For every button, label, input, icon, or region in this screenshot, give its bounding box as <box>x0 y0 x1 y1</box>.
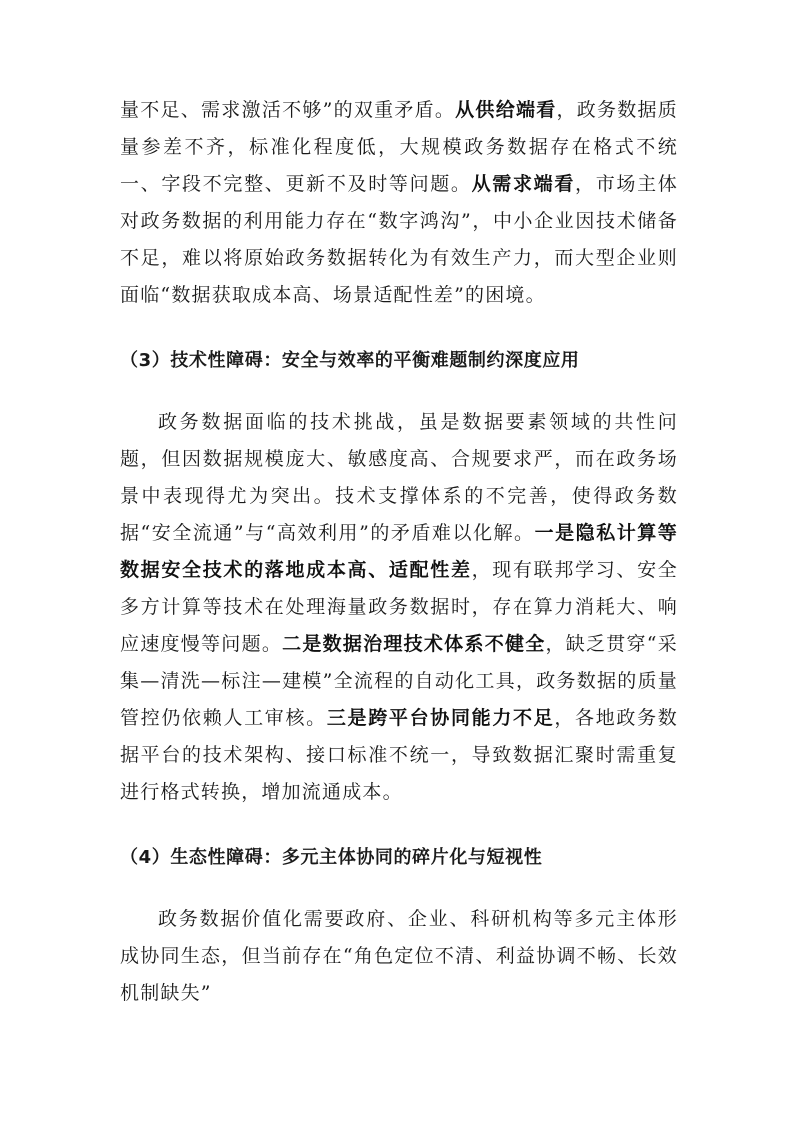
emphasis-text: 三是跨平台协同能力不足 <box>326 707 555 729</box>
heading-technical-barriers: （3）技术性障碍：安全与效率的平衡难题制约深度应用 <box>120 350 580 371</box>
body-text: ，市场主体对政务数据的利用能力存在“数字鸿沟”，中小企业因技术储备不足，难以将原始政务数据转化为有效生产力，而大型企业则面临“数据获取成本高、场景适配性差”的困境。 <box>120 173 678 306</box>
body-text: ，各地政务数据平台的技术架构、接口标准不统一，导致数据汇聚时需重复进行格式转换，增加流通成本。 <box>120 707 678 803</box>
emphasis-text: 二是数据治理技术体系不健全 <box>282 633 546 655</box>
heading-ecological-barriers: （4）生态性障碍：多元主体协同的碎片化与短视性 <box>120 847 543 868</box>
emphasis-text: 一是隐私计算等数据安全技术的落地成本高、适配性差 <box>120 522 678 581</box>
body-text: 政务数据价值化需要政府、企业、科研机构等多元主体形成协同生态，但当前存在“角色定位不清、利益协调不畅、长效机制缺失” <box>120 908 678 1004</box>
body-text: 政务数据面临的技术挑战，虽是数据要素领域的共性问题，但因数据规模庞大、敏感度高、合规要求严，而在政务场景中表现得尤为突出。技术支撑体系的不完善，使得政务数据“安全流通”与“高效利用”的矛盾难以化解。 <box>120 411 678 544</box>
document-body <box>120 92 678 1012</box>
paragraph-technical-challenges <box>120 404 678 811</box>
body-text: ，缺乏贯穿“采集—清洗—标注—建模”全流程的自动化工具，政务数据的质量管控仍依赖人工审核。 <box>120 633 678 729</box>
body-text: ，政务数据质量参差不齐，标准化程度低，大规模政务数据存在格式不统一、字段不完整、更新不及时等问题。 <box>120 99 678 195</box>
paragraph-supply-demand <box>120 92 678 314</box>
emphasis-text: 从需求端看 <box>471 173 576 195</box>
paragraph-ecosystem <box>120 901 678 1012</box>
body-text: 量不足、需求激活不够”的双重矛盾。 <box>120 99 456 121</box>
emphasis-text: 从供给端看 <box>455 99 557 121</box>
body-text: ，现有联邦学习、安全多方计算等技术在处理海量政务数据时，存在算力消耗大、响应速度慢等问题。 <box>120 559 678 655</box>
